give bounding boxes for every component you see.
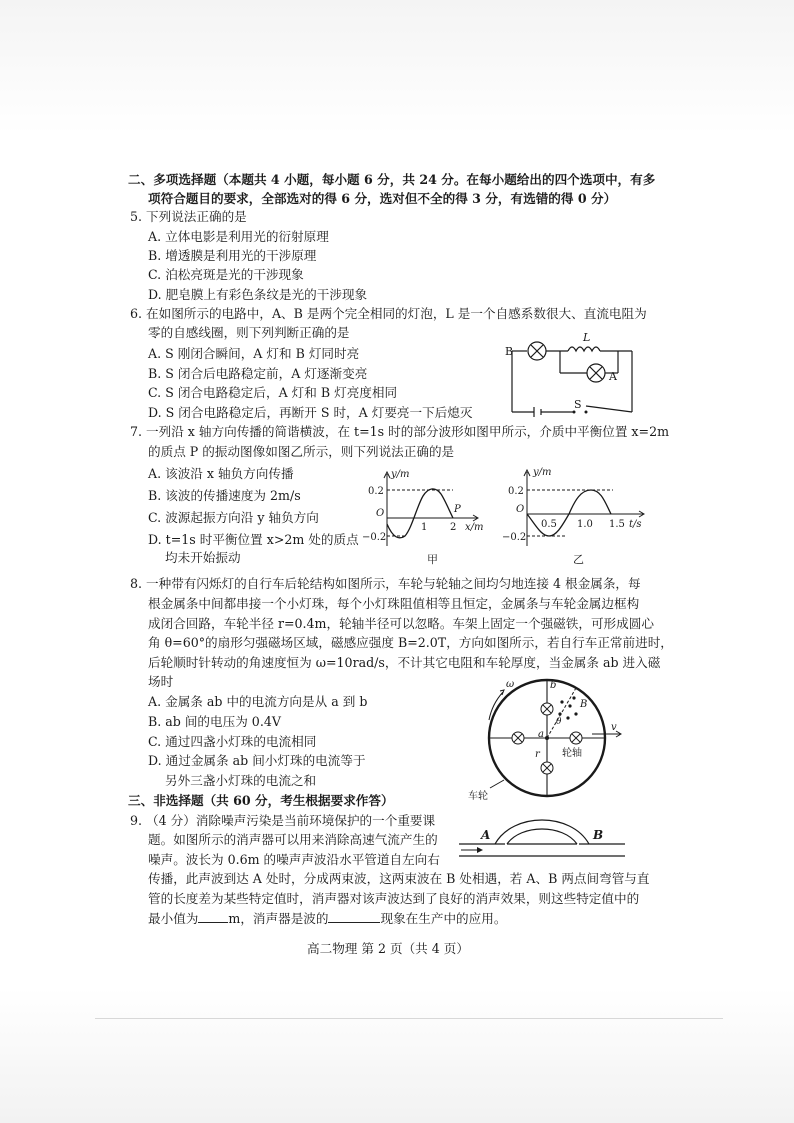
q6-stem-line2: 零的自感线圈，则下列判断正确的是: [148, 325, 350, 340]
q7-option-a: A. 该波沿 x 轴负方向传播: [148, 466, 294, 481]
q6-fig-label-a: A: [609, 370, 617, 383]
q6-fig-label-l: L: [583, 331, 591, 344]
q8-stem-line6: 场时: [148, 674, 174, 689]
q5-option-a: A. 立体电影是利用光的衍射原理: [148, 229, 329, 244]
q7-yi-x-label: t/s: [629, 519, 642, 530]
q7-yi-tick-15: 1.5: [609, 519, 625, 530]
q8-option-d-line1: D. 通过金属条 ab 间小灯珠的电流等于: [148, 753, 366, 768]
q9-line3: 噪声。波长为 0.6m 的噪声声波沿水平管道自左向右: [148, 852, 440, 867]
q6-option-b: B. S 闭合后电路稳定前，A 灯逐渐变亮: [148, 366, 368, 381]
q7-jia-tick-1: 1: [421, 522, 428, 533]
q7-yi-y-label: y/m: [533, 467, 552, 478]
q9-answer-blank-2[interactable]: [328, 909, 380, 923]
q8-fig-label-theta: θ: [556, 717, 562, 727]
q5-option-c: C. 泊松亮斑是光的干涉现象: [148, 267, 304, 282]
q9-line5: 管的长度差为某些特定值时，消声器对该声波达到了良好的消声效果，则这些特定值中的: [148, 891, 640, 906]
q9-line1: 9. （4 分）消除噪声污染是当前环境保护的一个重要课: [130, 813, 436, 828]
q7-option-b: B. 该波的传播速度为 2m/s: [148, 488, 301, 503]
q8-fig-label-v: v: [611, 722, 617, 733]
q7-yi-tick-05: 0.5: [541, 519, 557, 530]
q8-stem-line2: 根金属条中间都串接一个小灯珠，每个小灯珠阻值相等且恒定，金属条与车轮金属边框构: [148, 596, 640, 611]
q6-fig-label-s: S: [574, 398, 582, 411]
q8-stem-line3: 成闭合回路，车轮半径 r=0.4m，轮轴半径可以忽略。车架上固定一个强磁铁，可形成圆心: [148, 616, 654, 631]
section3-header: 三、非选择题（共 60 分，考生根据要求作答）: [128, 793, 394, 808]
q7-yi-caption: 乙: [573, 553, 584, 566]
q9-line6-part1: 最小值为: [148, 911, 199, 926]
q7-wave-graph-jia: [362, 466, 490, 566]
switch-contact-right: [585, 411, 588, 414]
q8-fig-label-wheel: 车轮: [468, 791, 488, 802]
q9-line4: 传播，此声波到达 A 处时，分成两束波，这两束波在 B 处相遇，若 A、B 两点间弯管与直: [148, 871, 650, 886]
q8-fig-label-r: r: [535, 749, 540, 760]
q8-fig-label-field: B: [580, 699, 588, 710]
section2-header-line1: 二、多项选择题（本题共 4 小题，每小题 6 分，共 24 分。在每小题给出的四个选项中，有多: [128, 172, 656, 187]
q6-stem-line1: 6. 在如图所示的电路中，A、B 是两个完全相同的灯泡，L 是一个自感系数很大、直流电阻为: [130, 306, 647, 321]
q7-yi-origin: O: [516, 504, 525, 515]
q8-fig-omega: ω: [506, 679, 515, 690]
q6-option-a: A. S 刚闭合瞬间，A 灯和 B 灯同时亮: [148, 346, 360, 361]
q7-option-c: C. 波源起振方向沿 y 轴负方向: [148, 510, 319, 525]
q9-flow-arrow-head: [477, 847, 483, 853]
bottom-divider: [95, 1018, 723, 1019]
q7-jia-y-label: y/m: [391, 469, 410, 480]
q6-option-d: D. S 闭合电路稳定后，再断开 S 时，A 灯要亮一下后熄灭: [148, 405, 473, 420]
q8-stem-line4: 角 θ=60°的扇形匀强磁场区域，磁感应强度 B=2.0T，方向如图所示，若自行车正常前进时，: [148, 635, 673, 650]
q7-jia-x-label: x/m: [465, 522, 484, 533]
q9-line6-part3: 现象在生产中的应用。: [380, 911, 507, 926]
q8-stem-line5: 后轮顺时针转动的角速度恒为 ω=10rad/s，不计其它电阻和车轮厚度，当金属条 ab 进入磁: [148, 655, 661, 670]
q6-fig-label-b: B: [505, 345, 514, 358]
q7-yi-tick-10: 1.0: [577, 519, 593, 530]
q8-stem-line1: 8. 一种带有闪烁灯的自行车后轮结构如图所示，车轮与轮轴之间均匀地连接 4 根金属条，每: [130, 576, 641, 591]
q7-jia-caption: 甲: [427, 553, 438, 566]
q6-circuit-diagram: [505, 331, 635, 418]
q7-yi-y-pos: 0.2: [508, 486, 524, 497]
q7-stem-line1: 7. 一列沿 x 轴方向传播的简谐横波，在 t=1s 时的部分波形如图甲所示，介质中平衡位置 x=2m: [130, 424, 670, 439]
q8-option-c: C. 通过四盏小灯珠的电流相同: [148, 734, 317, 749]
q8-fig-label-axle: 轮轴: [562, 748, 582, 759]
section2-header-line2: 项符合题目的要求，全部选对的得 6 分，选对但不全的得 3 分，有选错的得 0 分）: [148, 191, 617, 206]
q9-fig-label-a: A: [481, 828, 491, 842]
q9-line2: 题。如图所示的消声器可以用来消除高速气流产生的: [148, 832, 438, 847]
q8-fig-label-b-end: b: [550, 680, 557, 691]
q7-option-d-line2: 均未开始振动: [165, 550, 241, 565]
q7-vibration-graph-yi: [502, 466, 650, 566]
q9-fig-label-b: B: [593, 828, 604, 842]
q7-jia-y-pos: 0.2: [368, 486, 384, 497]
q6-option-c: C. S 闭合电路稳定后，A 灯和 B 灯亮度相同: [148, 385, 398, 400]
q7-yi-y-neg: −0.2: [502, 532, 527, 543]
q5-stem: 5. 下列说法正确的是: [130, 209, 247, 224]
q7-jia-tick-2: 2: [450, 522, 457, 533]
q8-option-b: B. ab 间的电压为 0.4V: [148, 714, 281, 729]
q7-option-d-line1: D. t=1s 时平衡位置 x>2m 处的质点: [148, 532, 359, 547]
q8-option-d-line2: 另外三盏小灯珠的电流之和: [165, 773, 317, 788]
page-footer: 高二物理 第 2 页（共 4 页）: [307, 941, 469, 956]
q9-line6-part2: m，消声器是波的: [228, 911, 329, 926]
q9-answer-blank-1[interactable]: [198, 909, 228, 923]
q9-line6: [148, 909, 506, 927]
q9-silencer-diagram: [455, 808, 630, 864]
q8-fig-label-a-end: a: [538, 729, 544, 740]
q7-jia-point-p: P: [454, 504, 461, 515]
q5-option-d: D. 肥皂膜上有彩色条纹是光的干涉现象: [148, 287, 368, 302]
q8-wheel-diagram: [470, 676, 630, 811]
q7-jia-y-neg: −0.2: [362, 532, 387, 543]
q8-option-a: A. 金属条 ab 中的电流方向是从 a 到 b: [148, 694, 368, 709]
q5-option-b: B. 增透膜是利用光的干涉原理: [148, 248, 317, 263]
q7-stem-line2: 的质点 P 的振动图像如图乙所示，则下列说法正确的是: [148, 444, 455, 459]
q7-jia-origin: O: [376, 508, 385, 519]
